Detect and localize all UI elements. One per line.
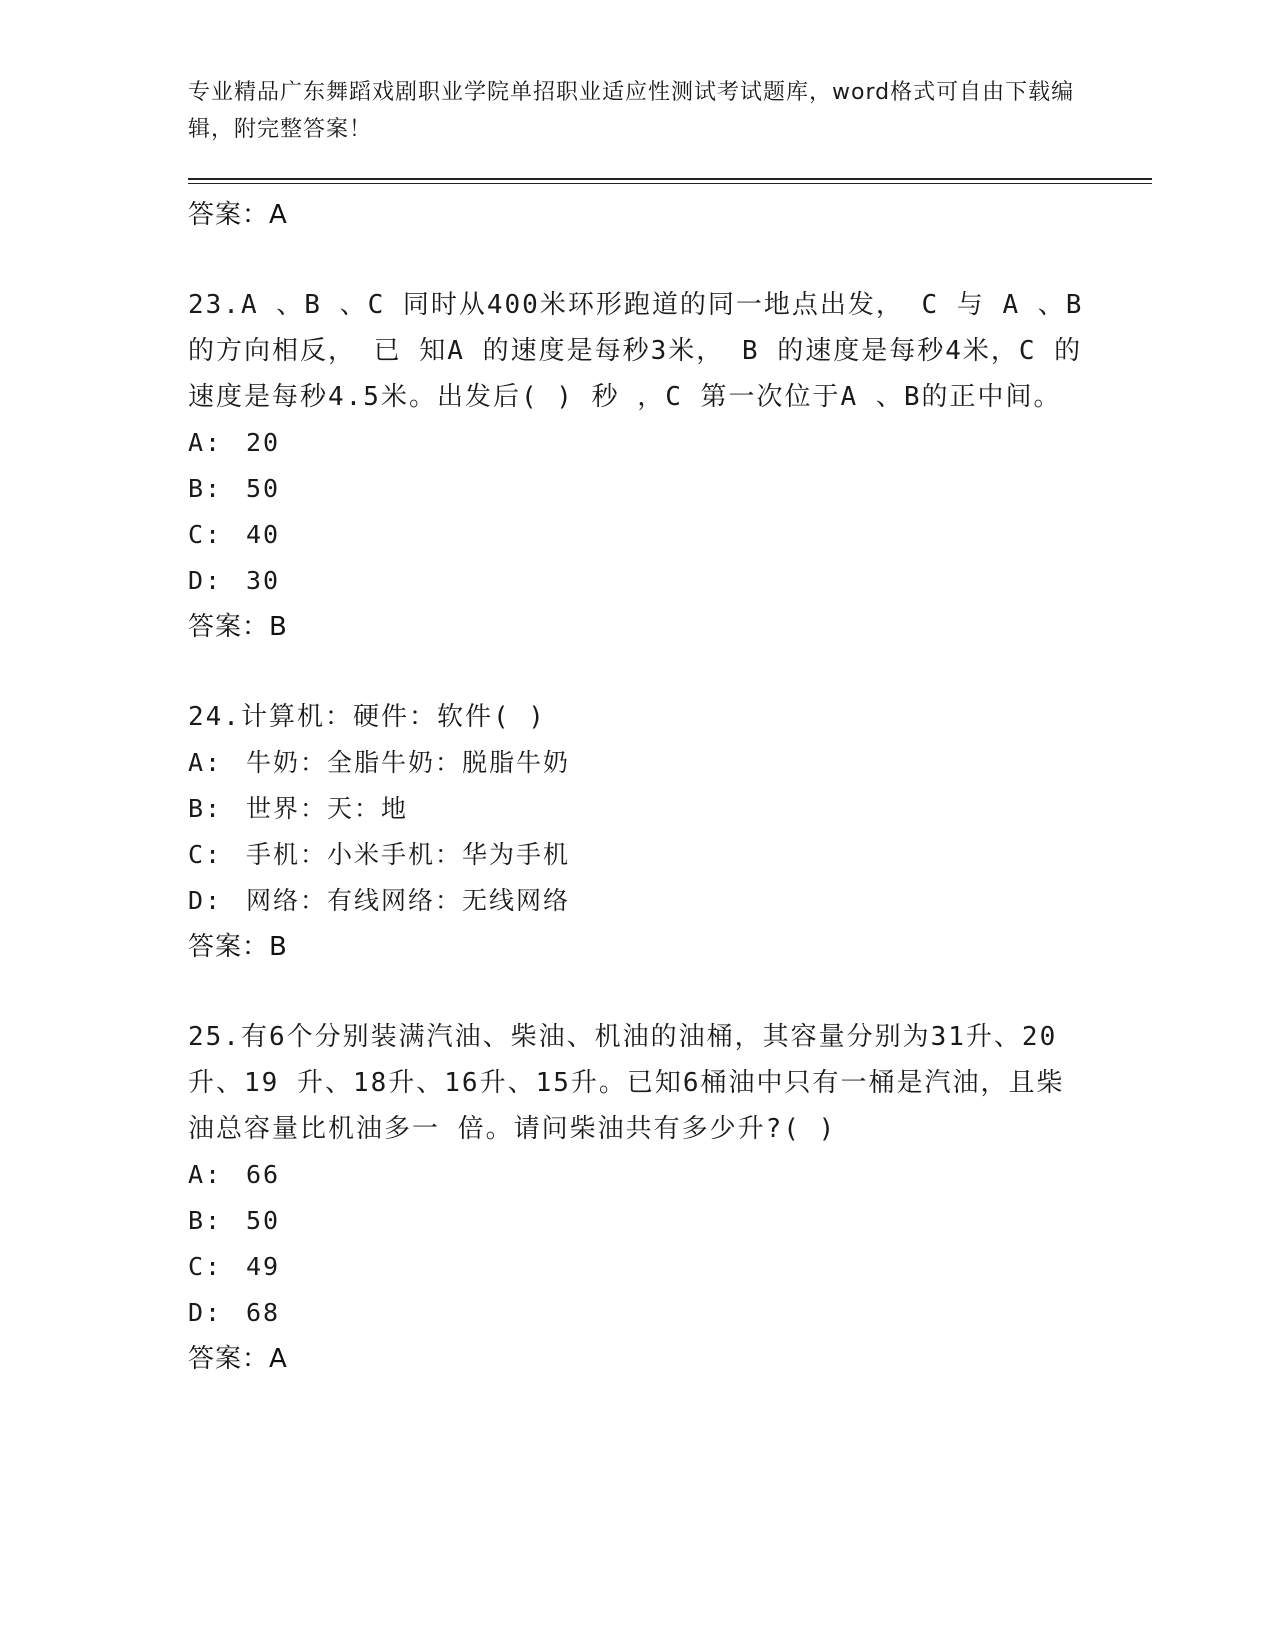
option-value: 网络：有线网络：无线网络 xyxy=(246,886,571,915)
option-c xyxy=(188,1244,1088,1290)
option-c xyxy=(188,512,1088,558)
option-b xyxy=(188,466,1088,512)
option-key: D: xyxy=(188,886,223,915)
option-key: D: xyxy=(188,566,223,595)
option-a xyxy=(188,740,1088,786)
option-value: 49 xyxy=(246,1252,281,1281)
option-value: 世界：天：地 xyxy=(246,794,409,823)
option-c xyxy=(188,832,1088,878)
option-a xyxy=(188,420,1088,466)
option-value: 20 xyxy=(246,428,281,457)
page-header: 专业精品广东舞蹈戏剧职业学院单招职业适应性测试考试题库，word格式可自由下载编辑，附完整答案！ xyxy=(188,80,1075,142)
question-stem: 25.有6个分别装满汽油、柴油、机油的油桶，其容量分别为31升、20升、19 升、18升、16升、15升。已知6桶油中只有一桶是汽油，且柴油总容量比机油多一 倍。请问柴油共有多少升?( ) xyxy=(188,1022,1065,1144)
option-key: C: xyxy=(188,840,223,869)
option-value: 50 xyxy=(246,474,281,503)
option-value: 牛奶：全脂牛奶：脱脂牛奶 xyxy=(246,748,571,777)
answer-label: 答案：B xyxy=(188,932,288,962)
option-key: B: xyxy=(188,1206,223,1235)
option-value: 40 xyxy=(246,520,281,549)
option-d xyxy=(188,1290,1088,1336)
option-key: B: xyxy=(188,474,223,503)
option-key: A: xyxy=(188,1160,223,1189)
option-value: 手机：小米手机：华为手机 xyxy=(246,840,571,869)
answer-label: 答案：B xyxy=(188,612,288,642)
question-23 xyxy=(188,282,1088,650)
option-key: C: xyxy=(188,1252,223,1281)
option-value: 68 xyxy=(246,1298,281,1327)
option-d xyxy=(188,878,1088,924)
option-b xyxy=(188,786,1088,832)
question-25 xyxy=(188,1014,1088,1382)
option-value: 30 xyxy=(246,566,281,595)
option-value: 50 xyxy=(246,1206,281,1235)
option-key: A: xyxy=(188,748,223,777)
answer-label: 答案：A xyxy=(188,1344,288,1374)
question-24 xyxy=(188,694,1088,970)
question-list xyxy=(188,192,1088,1382)
option-value: 66 xyxy=(246,1160,281,1189)
header-rule-thin xyxy=(188,183,1152,184)
option-key: C: xyxy=(188,520,223,549)
option-key: B: xyxy=(188,794,223,823)
previous-answer: 答案：A xyxy=(188,200,288,230)
option-key: D: xyxy=(188,1298,223,1327)
question-stem: 24.计算机：硬件：软件( ) xyxy=(188,702,546,732)
option-b xyxy=(188,1198,1088,1244)
option-a xyxy=(188,1152,1088,1198)
question-stem: 23.A 、B 、C 同时从400米环形跑道的同一地点出发， C 与 A 、B 的方向相反， 已 知A 的速度是每秒3米， B 的速度是每秒4米，C 的速度是每秒4.5米。出发后( ) 秒 ，C 第一次位于A 、B的正中间。 xyxy=(188,290,1084,412)
option-d xyxy=(188,558,1088,604)
option-key: A: xyxy=(188,428,223,457)
header-rule-thick xyxy=(188,178,1152,180)
